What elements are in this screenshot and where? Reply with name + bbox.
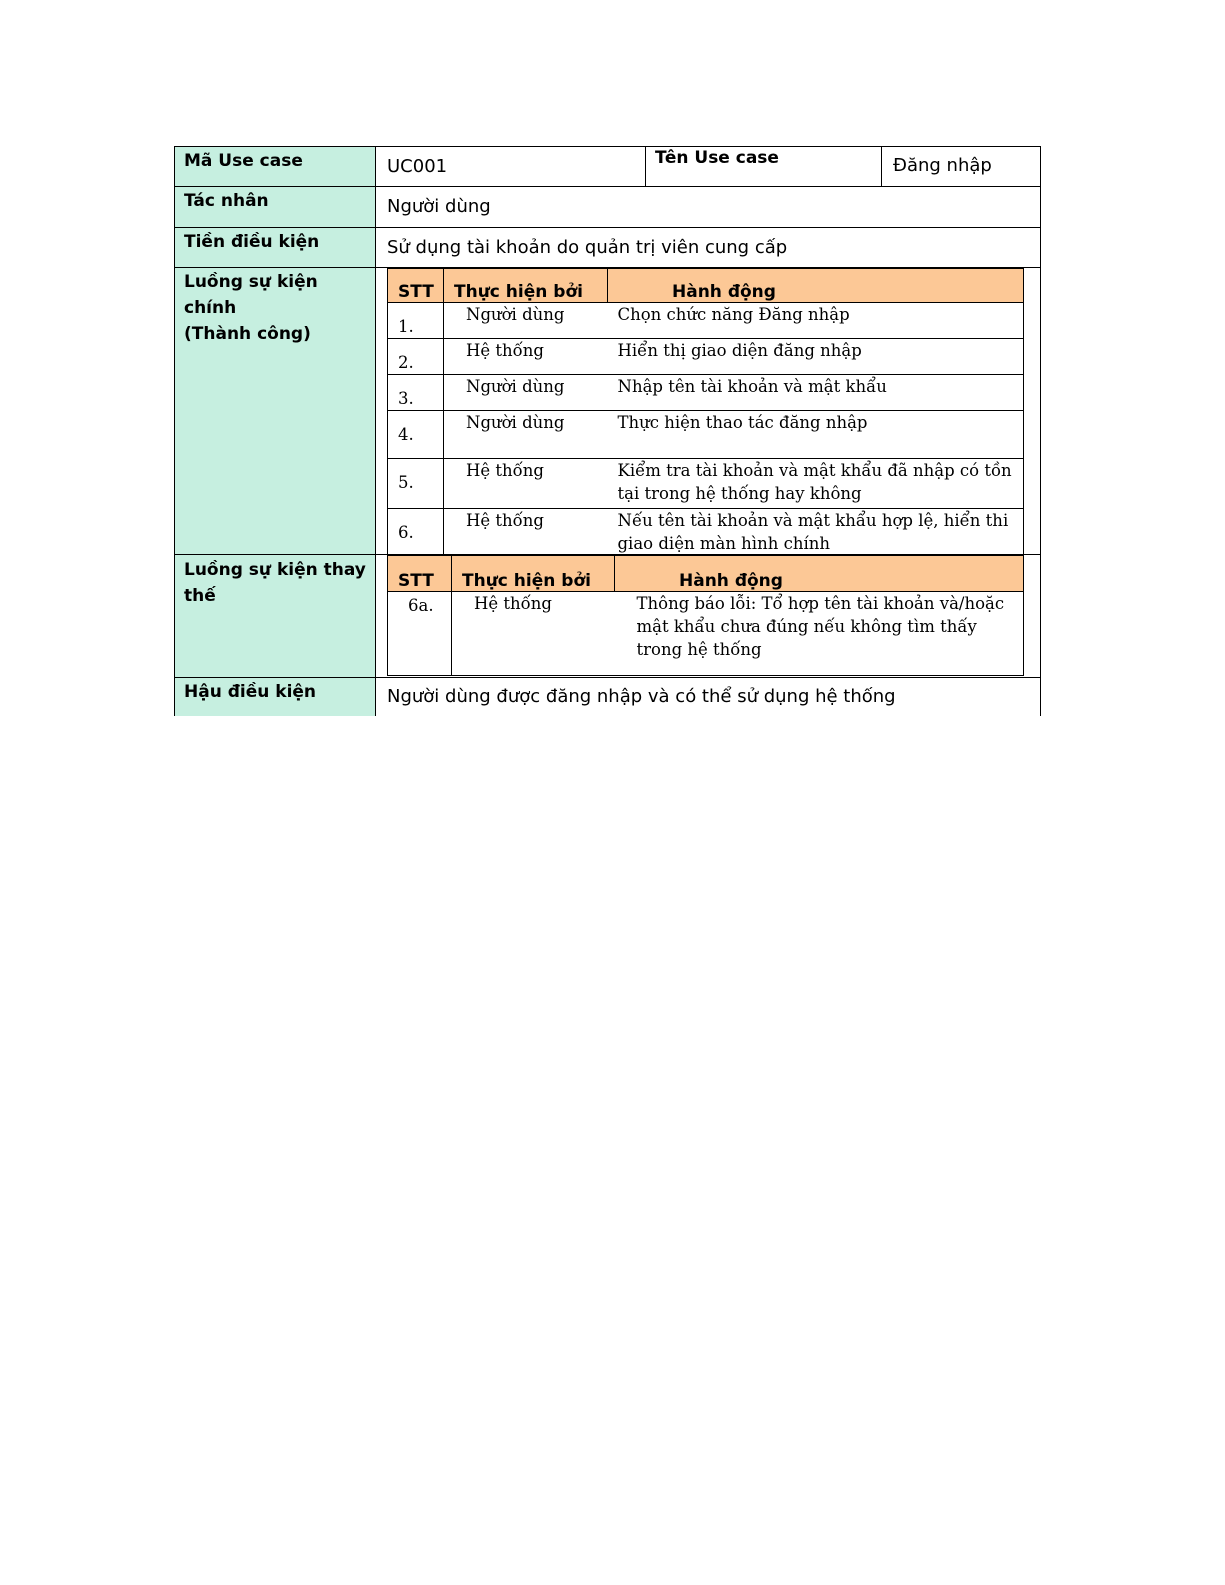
use-case-table bbox=[174, 146, 1041, 716]
actor-value: Người dùng bbox=[376, 187, 1041, 227]
step-actor: Hệ thống bbox=[444, 509, 608, 559]
step-action: Thực hiện thao tác đăng nhập bbox=[608, 411, 1024, 459]
step-actor: Hệ thống bbox=[452, 592, 615, 676]
row-use-case-code bbox=[175, 146, 1041, 187]
use-case-name-value: Đăng nhập bbox=[882, 147, 1041, 186]
main-flow-label-line-1: Luồng sự kiện chính bbox=[184, 272, 318, 318]
step-actor: Người dùng bbox=[444, 411, 608, 459]
table-row bbox=[388, 592, 1024, 676]
row-actor bbox=[175, 187, 1041, 228]
step-number: 5. bbox=[388, 459, 444, 509]
main-flow-label bbox=[175, 268, 376, 554]
step-action: Chọn chức năng Đăng nhập bbox=[608, 303, 1024, 339]
alt-flow-header-actor: Thực hiện bởi bbox=[452, 556, 615, 592]
alt-flow-cell bbox=[376, 555, 1041, 677]
main-flow-cell bbox=[376, 268, 1041, 554]
row-alt-flow bbox=[175, 555, 1041, 678]
step-number: 2. bbox=[388, 339, 444, 375]
table-row bbox=[388, 303, 1024, 339]
main-flow-header-action: Hành động bbox=[608, 269, 1024, 303]
step-action: Nếu tên tài khoản và mật khẩu hợp lệ, hiển thi giao diện màn hình chính bbox=[608, 509, 1024, 559]
row-main-flow bbox=[175, 268, 1041, 555]
alt-flow-header-row bbox=[388, 556, 1024, 592]
step-number: 6a. bbox=[388, 592, 452, 676]
use-case-name-label: Tên Use case bbox=[646, 147, 882, 186]
step-action: Kiểm tra tài khoản và mật khẩu đã nhập có tồn tại trong hệ thống hay không bbox=[608, 459, 1024, 509]
step-number: 6. bbox=[388, 509, 444, 559]
alt-flow-table bbox=[387, 555, 1024, 676]
main-flow-header-actor: Thực hiện bởi bbox=[444, 269, 608, 303]
row-precondition bbox=[175, 228, 1041, 268]
main-flow-header-row bbox=[388, 269, 1024, 303]
step-number: 4. bbox=[388, 411, 444, 459]
main-flow-table bbox=[387, 268, 1024, 559]
step-actor: Hệ thống bbox=[444, 339, 608, 375]
table-row bbox=[388, 509, 1024, 559]
alt-flow-header-stt: STT bbox=[388, 556, 452, 592]
postcondition-label: Hậu điều kiện bbox=[175, 678, 376, 716]
step-number: 3. bbox=[388, 375, 444, 411]
step-actor: Hệ thống bbox=[444, 459, 608, 509]
step-action: Nhập tên tài khoản và mật khẩu bbox=[608, 375, 1024, 411]
step-number: 1. bbox=[388, 303, 444, 339]
table-row bbox=[388, 339, 1024, 375]
step-action: Hiển thị giao diện đăng nhập bbox=[608, 339, 1024, 375]
row-postcondition bbox=[175, 678, 1041, 716]
use-case-code-value: UC001 bbox=[376, 147, 646, 186]
step-action: Thông báo lỗi: Tổ hợp tên tài khoản và/hoặc mật khẩu chưa đúng nếu không tìm thấy trong hệ thống bbox=[615, 592, 1024, 676]
actor-label: Tác nhân bbox=[175, 187, 376, 227]
table-row bbox=[388, 459, 1024, 509]
precondition-value: Sử dụng tài khoản do quản trị viên cung cấp bbox=[376, 228, 1041, 267]
step-actor: Người dùng bbox=[444, 303, 608, 339]
precondition-label: Tiền điều kiện bbox=[175, 228, 376, 267]
main-flow-header-stt: STT bbox=[388, 269, 444, 303]
table-row bbox=[388, 411, 1024, 459]
step-actor: Người dùng bbox=[444, 375, 608, 411]
table-row bbox=[388, 375, 1024, 411]
main-flow-label-line-2: (Thành công) bbox=[184, 324, 311, 344]
alt-flow-label: Luồng sự kiện thay thế bbox=[175, 555, 376, 677]
alt-flow-header-action: Hành động bbox=[615, 556, 1024, 592]
use-case-code-label: Mã Use case bbox=[175, 147, 376, 186]
postcondition-value: Người dùng được đăng nhập và có thể sử dụng hệ thống bbox=[376, 678, 1041, 716]
